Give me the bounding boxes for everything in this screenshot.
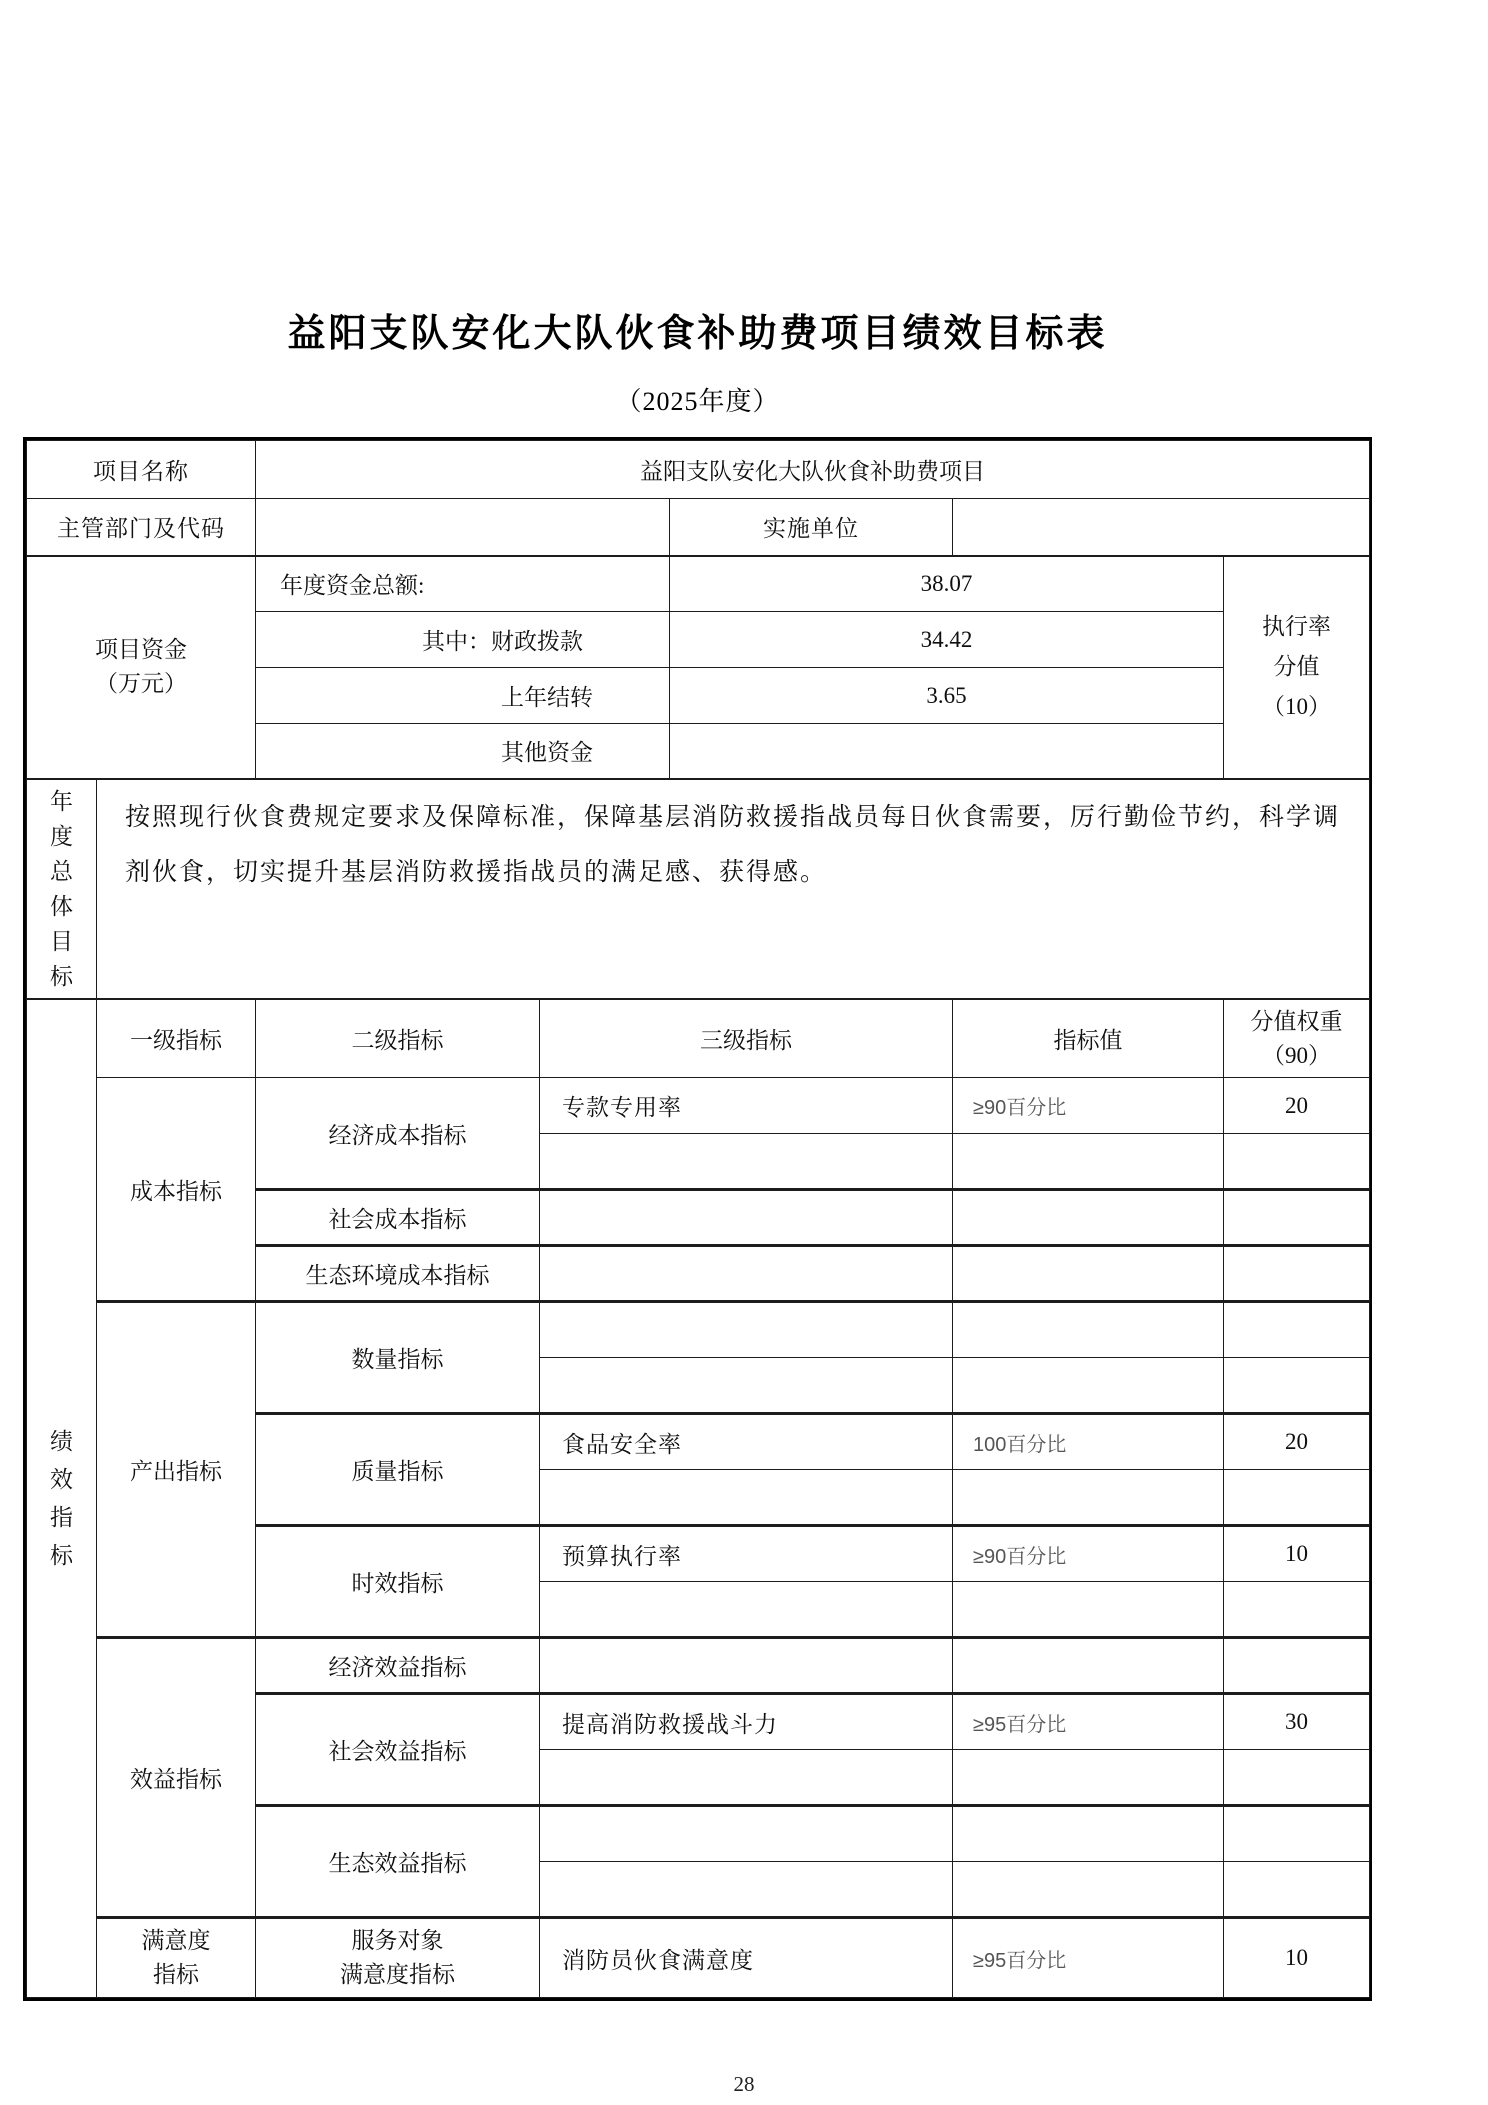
header-score-weight: 分值权重 （90） (1224, 1000, 1370, 1078)
table-row (27, 1638, 1370, 1694)
table-row (27, 1302, 1370, 1358)
department-label: 主管部门及代码 (27, 499, 256, 556)
project-name-label: 项目名称 (27, 441, 256, 499)
level3-indicator (540, 1302, 953, 1358)
score-weight (1224, 1862, 1370, 1918)
level2-quantity: 数量指标 (256, 1302, 540, 1414)
level2-economic-cost: 经济成本指标 (256, 1078, 540, 1190)
indicators-table (26, 999, 1370, 1998)
score-weight (1224, 1302, 1370, 1358)
fund-total-value: 38.07 (670, 556, 1224, 612)
score-weight: 10 (1224, 1526, 1370, 1582)
indicator-value (953, 1862, 1224, 1918)
score-weight: 20 (1224, 1414, 1370, 1470)
score-weight (1224, 1750, 1370, 1806)
project-funds-label: 项目资金 （万元） (27, 556, 256, 779)
level1-cost: 成本指标 (97, 1078, 256, 1302)
level2-timeliness: 时效指标 (256, 1526, 540, 1638)
impl-unit-label: 实施单位 (670, 499, 953, 556)
level2-eco-env-cost: 生态环境成本指标 (256, 1246, 540, 1302)
header-level2: 二级指标 (256, 1000, 540, 1078)
fund-total-label: 年度资金总额: (256, 556, 670, 612)
page-number: 28 (733, 2072, 755, 2096)
fund-carryover-label: 上年结转 (256, 668, 670, 724)
fund-carryover-value: 3.65 (670, 668, 1224, 724)
level2-eco-benefit: 生态效益指标 (256, 1806, 540, 1918)
indicator-value: 100百分比 (953, 1414, 1224, 1470)
level2-economic-benefit: 经济效益指标 (256, 1638, 540, 1694)
fund-total-row (27, 556, 1370, 612)
indicator-value (953, 1750, 1224, 1806)
level3-indicator (540, 1806, 953, 1862)
header-value: 指标值 (953, 1000, 1224, 1078)
satisfaction-row (27, 1918, 1370, 1998)
fund-other-value (670, 724, 1224, 779)
indicator-value (953, 1302, 1224, 1358)
project-name-row (27, 441, 1370, 499)
indicators-header-row (27, 1000, 1370, 1078)
department-row (27, 499, 1370, 556)
indicator-value: ≥95百分比 (953, 1918, 1224, 1998)
score-weight (1224, 1246, 1370, 1302)
indicator-value (953, 1806, 1224, 1862)
indicator-value (953, 1358, 1224, 1414)
score-weight (1224, 1358, 1370, 1414)
level3-indicator (540, 1358, 953, 1414)
level3-indicator (540, 1246, 953, 1302)
level2-service-satisfaction: 服务对象 满意度指标 (256, 1918, 540, 1998)
indicator-value: ≥90百分比 (953, 1526, 1224, 1582)
level2-social-benefit: 社会效益指标 (256, 1694, 540, 1806)
page-title: 益阳支队安化大队伙食补助费项目绩效目标表 (287, 313, 1108, 355)
score-weight (1224, 1806, 1370, 1862)
indicators-side-label: 绩 效 指 标 (27, 1000, 97, 1998)
indicator-value (953, 1470, 1224, 1526)
fund-fiscal-label: 其中：财政拨款 (256, 612, 670, 668)
level3-indicator (540, 1638, 953, 1694)
page-subtitle: （2025年度） (615, 387, 780, 416)
level3-indicator: 专款专用率 (540, 1078, 953, 1134)
level3-indicator (540, 1582, 953, 1638)
score-weight: 20 (1224, 1078, 1370, 1134)
indicator-value (953, 1246, 1224, 1302)
indicator-value (953, 1638, 1224, 1694)
department-value (256, 499, 670, 556)
score-weight (1224, 1134, 1370, 1190)
level1-satisfaction: 满意度 指标 (97, 1918, 256, 1998)
execution-rate-score-label: 执行率 分值 （10） (1224, 556, 1370, 779)
level3-indicator (540, 1190, 953, 1246)
fund-fiscal-value: 34.42 (670, 612, 1224, 668)
header-level1: 一级指标 (97, 1000, 256, 1078)
level2-social-cost: 社会成本指标 (256, 1190, 540, 1246)
level3-indicator: 食品安全率 (540, 1414, 953, 1470)
level3-indicator (540, 1470, 953, 1526)
score-weight (1224, 1470, 1370, 1526)
annual-goal-side-label: 年 度 总 体 目 标 (27, 779, 97, 999)
level3-indicator: 预算执行率 (540, 1526, 953, 1582)
score-weight (1224, 1638, 1370, 1694)
level1-benefit: 效益指标 (97, 1638, 256, 1918)
level3-indicator: 提高消防救援战斗力 (540, 1694, 953, 1750)
performance-target-table (23, 437, 1372, 2001)
header-level3: 三级指标 (540, 1000, 953, 1078)
score-weight: 30 (1224, 1694, 1370, 1750)
score-weight (1224, 1190, 1370, 1246)
level3-indicator (540, 1750, 953, 1806)
indicator-value: ≥95百分比 (953, 1694, 1224, 1750)
indicator-value: ≥90百分比 (953, 1078, 1224, 1134)
annual-goal-text: 按照现行伙食费规定要求及保障标准，保障基层消防救援指战员每日伙食需要，厉行勤俭节约，科学调剂伙食，切实提升基层消防救援指战员的满足感、获得感。 (97, 779, 1370, 999)
level3-indicator (540, 1862, 953, 1918)
fund-other-label: 其他资金 (256, 724, 670, 779)
indicator-value (953, 1190, 1224, 1246)
annual-goal-row (27, 779, 1370, 999)
impl-unit-value (953, 499, 1370, 556)
level3-indicator: 消防员伙食满意度 (540, 1918, 953, 1998)
indicator-value (953, 1134, 1224, 1190)
score-weight (1224, 1582, 1370, 1638)
project-info-table (26, 440, 1370, 999)
level1-output: 产出指标 (97, 1302, 256, 1638)
score-weight: 10 (1224, 1918, 1370, 1998)
level3-indicator (540, 1134, 953, 1190)
project-name-value: 益阳支队安化大队伙食补助费项目 (256, 441, 1370, 499)
level2-quality: 质量指标 (256, 1414, 540, 1526)
indicator-value (953, 1582, 1224, 1638)
table-row (27, 1078, 1370, 1134)
